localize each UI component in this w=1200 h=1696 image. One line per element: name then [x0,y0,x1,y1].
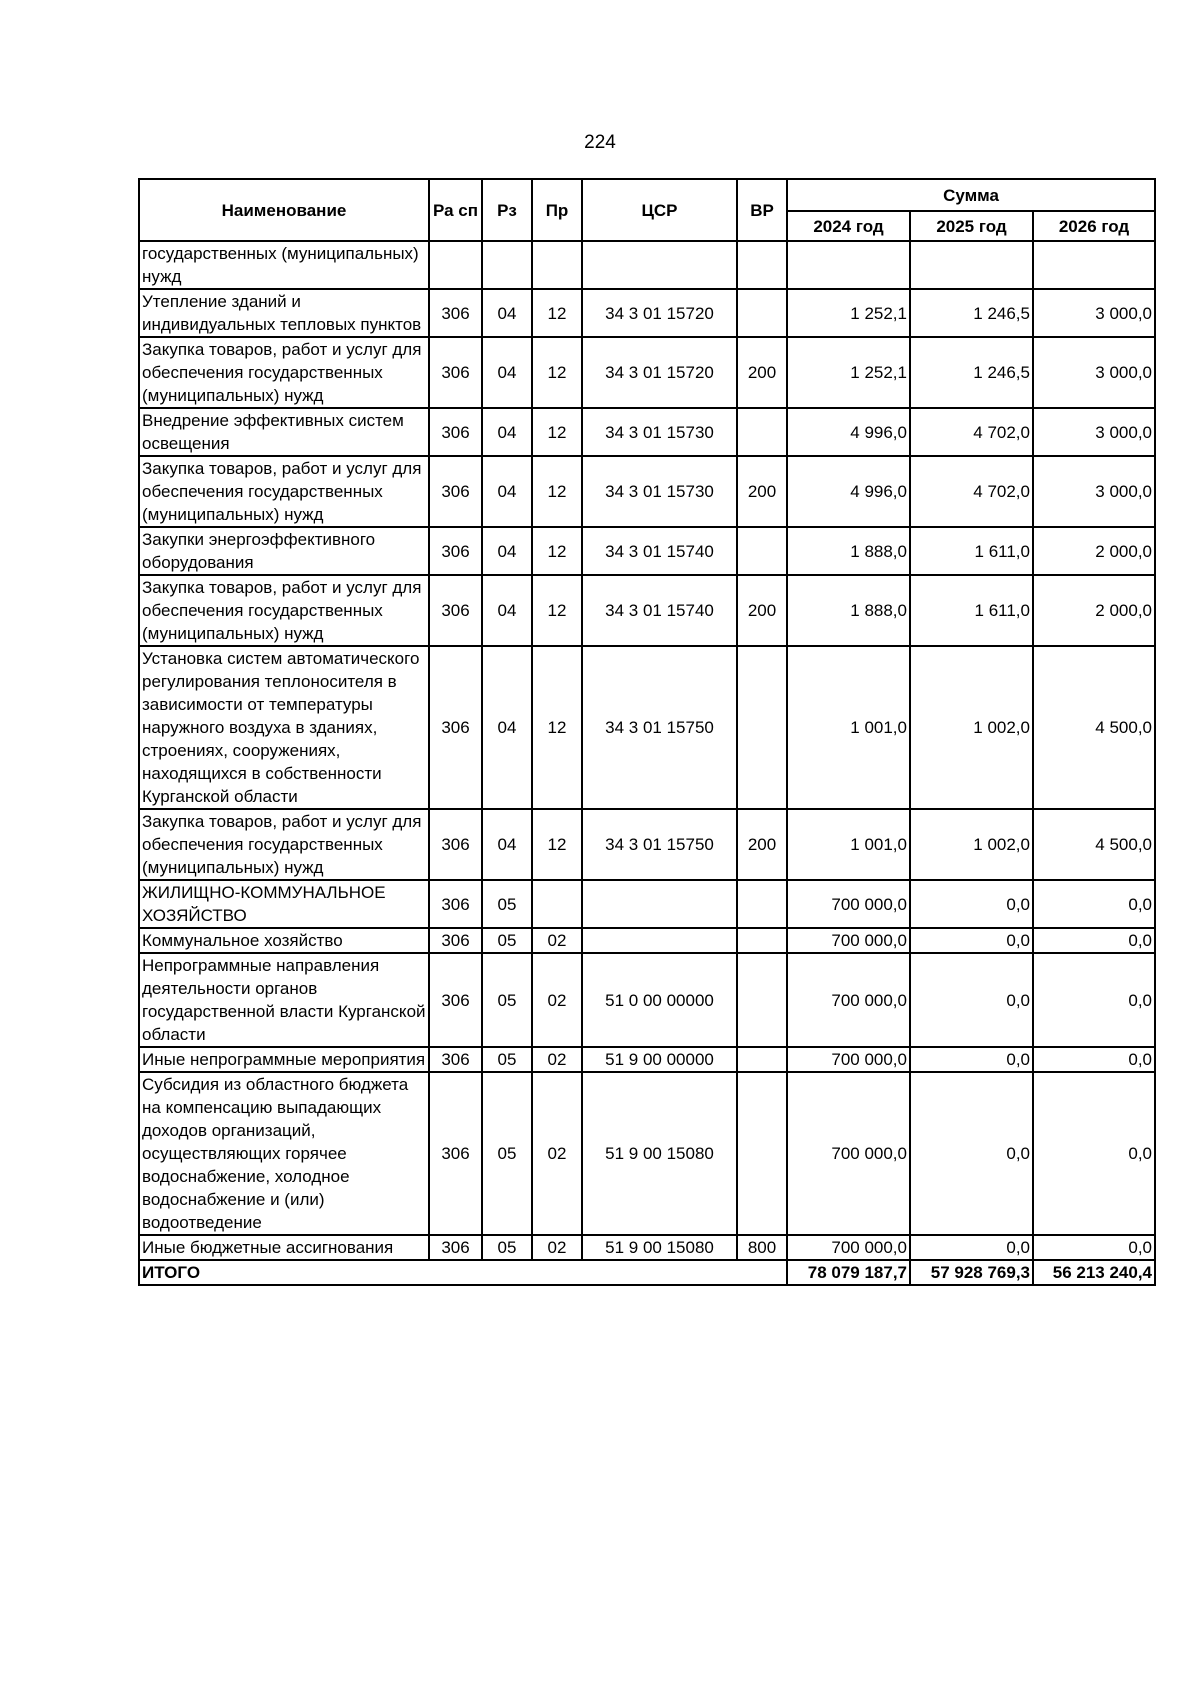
row-csr: 34 3 01 15740 [582,527,737,575]
row-pr: 02 [532,928,582,953]
row-rz: 04 [482,527,532,575]
table-row [139,1235,1155,1260]
header-name: Наименование [139,179,429,241]
row-pr: 12 [532,809,582,880]
row-vr [737,289,787,337]
row-rasp: 306 [429,575,482,646]
row-pr: 12 [532,527,582,575]
row-name: ЖИЛИЩНО-КОММУНАЛЬНОЕ ХОЗЯЙСТВО [139,880,429,928]
row-name: Закупки энергоэффективного оборудования [139,527,429,575]
row-rz: 05 [482,1047,532,1072]
row-sum-2025: 0,0 [910,953,1033,1047]
row-sum-2024: 1 001,0 [787,646,910,809]
page-number: 224 [584,132,616,153]
row-sum-2024: 700 000,0 [787,953,910,1047]
table-row [139,456,1155,527]
total-2025: 57 928 769,3 [910,1260,1033,1285]
row-sum-2024: 4 996,0 [787,456,910,527]
row-sum-2026: 4 500,0 [1033,646,1155,809]
row-sum-2025: 1 002,0 [910,809,1033,880]
row-name: Внедрение эффективных систем освещения [139,408,429,456]
row-sum-2026: 0,0 [1033,928,1155,953]
row-rasp: 306 [429,337,482,408]
table-row [139,953,1155,1047]
header-2026: 2026 год [1033,211,1155,241]
row-vr [737,1047,787,1072]
row-rasp: 306 [429,953,482,1047]
row-pr: 02 [532,1235,582,1260]
row-sum-2025: 1 246,5 [910,289,1033,337]
row-sum-2025: 4 702,0 [910,456,1033,527]
row-rz: 05 [482,880,532,928]
header-rasp: Ра сп [429,179,482,241]
row-pr: 02 [532,1072,582,1235]
row-sum-2024: 1 001,0 [787,809,910,880]
row-csr: 34 3 01 15750 [582,809,737,880]
table-row [139,241,1155,289]
table-row [139,289,1155,337]
row-sum-2025: 1 246,5 [910,337,1033,408]
row-sum-2025: 1 611,0 [910,527,1033,575]
row-csr: 34 3 01 15750 [582,646,737,809]
row-vr [737,928,787,953]
row-rasp [429,241,482,289]
header-vr: ВР [737,179,787,241]
row-csr: 51 9 00 15080 [582,1072,737,1235]
budget-table [138,178,1156,1286]
row-sum-2025: 0,0 [910,1047,1033,1072]
row-sum-2026: 0,0 [1033,880,1155,928]
row-pr [532,880,582,928]
row-rasp: 306 [429,880,482,928]
table-row [139,646,1155,809]
row-sum-2026: 4 500,0 [1033,809,1155,880]
row-name: Закупка товаров, работ и услуг для обеспечения государственных (муниципальных) нужд [139,456,429,527]
row-sum-2025: 1 002,0 [910,646,1033,809]
row-csr: 34 3 01 15730 [582,456,737,527]
row-sum-2025: 4 702,0 [910,408,1033,456]
row-sum-2024: 4 996,0 [787,408,910,456]
header-sum: Сумма [787,179,1155,211]
row-sum-2025: 1 611,0 [910,575,1033,646]
row-sum-2024: 700 000,0 [787,928,910,953]
row-vr [737,408,787,456]
row-vr: 200 [737,337,787,408]
row-pr: 12 [532,408,582,456]
row-name: Иные непрограммные мероприятия [139,1047,429,1072]
row-pr: 12 [532,456,582,527]
row-sum-2025: 0,0 [910,880,1033,928]
row-csr: 51 0 00 00000 [582,953,737,1047]
row-vr [737,527,787,575]
row-rz: 04 [482,575,532,646]
table-row [139,1047,1155,1072]
row-vr [737,646,787,809]
row-sum-2024: 1 252,1 [787,289,910,337]
row-pr [532,241,582,289]
row-sum-2026 [1033,241,1155,289]
row-sum-2025 [910,241,1033,289]
row-rz: 05 [482,928,532,953]
total-2026: 56 213 240,4 [1033,1260,1155,1285]
row-rasp: 306 [429,809,482,880]
row-rz [482,241,532,289]
row-vr: 200 [737,809,787,880]
row-name: Закупка товаров, работ и услуг для обеспечения государственных (муниципальных) нужд [139,575,429,646]
row-sum-2025: 0,0 [910,1235,1033,1260]
row-rz: 05 [482,1072,532,1235]
row-sum-2024: 700 000,0 [787,1047,910,1072]
row-vr [737,880,787,928]
row-rz: 04 [482,408,532,456]
row-name: государственных (муниципальных) нужд [139,241,429,289]
row-sum-2026: 3 000,0 [1033,408,1155,456]
header-rz: Рз [482,179,532,241]
row-sum-2026: 2 000,0 [1033,575,1155,646]
table-row [139,809,1155,880]
row-rz: 05 [482,953,532,1047]
header-2025: 2025 год [910,211,1033,241]
row-name: Утепление зданий и индивидуальных тепловых пунктов [139,289,429,337]
row-rasp: 306 [429,1235,482,1260]
row-pr: 12 [532,337,582,408]
row-rasp: 306 [429,527,482,575]
row-name: Закупка товаров, работ и услуг для обеспечения государственных (муниципальных) нужд [139,809,429,880]
row-rz: 04 [482,456,532,527]
row-name: Субсидия из областного бюджета на компенсацию выпадающих доходов организаций, осуществляющих горячее водоснабжение, холодное водоснабжение и (или) водоотведение [139,1072,429,1235]
row-sum-2026: 3 000,0 [1033,456,1155,527]
table-row [139,337,1155,408]
row-pr: 02 [532,1047,582,1072]
table-row [139,527,1155,575]
table-row [139,575,1155,646]
row-sum-2024: 1 888,0 [787,527,910,575]
row-rz: 04 [482,809,532,880]
header-csr: ЦСР [582,179,737,241]
row-sum-2024: 700 000,0 [787,880,910,928]
row-rz: 04 [482,646,532,809]
table-row [139,880,1155,928]
row-csr: 51 9 00 15080 [582,1235,737,1260]
table-row [139,1072,1155,1235]
row-rz: 04 [482,337,532,408]
row-rz: 04 [482,289,532,337]
row-vr [737,241,787,289]
row-rasp: 306 [429,646,482,809]
row-vr: 800 [737,1235,787,1260]
row-vr [737,953,787,1047]
row-rasp: 306 [429,1047,482,1072]
row-name: Закупка товаров, работ и услуг для обеспечения государственных (муниципальных) нужд [139,337,429,408]
row-rasp: 306 [429,289,482,337]
row-name: Установка систем автоматического регулирования теплоносителя в зависимости от температуры наружного воздуха в зданиях, строениях, сооружениях, находящихся в собственности Курганской области [139,646,429,809]
row-sum-2024: 1 252,1 [787,337,910,408]
row-csr: 34 3 01 15720 [582,337,737,408]
row-rasp: 306 [429,928,482,953]
row-sum-2024: 1 888,0 [787,575,910,646]
total-row [139,1260,1155,1285]
row-name: Иные бюджетные ассигнования [139,1235,429,1260]
row-vr: 200 [737,456,787,527]
row-csr [582,241,737,289]
row-sum-2024: 700 000,0 [787,1235,910,1260]
row-pr: 12 [532,289,582,337]
row-sum-2026: 0,0 [1033,1235,1155,1260]
row-csr: 34 3 01 15730 [582,408,737,456]
row-pr: 12 [532,646,582,809]
row-sum-2026: 0,0 [1033,1047,1155,1072]
row-sum-2026: 3 000,0 [1033,337,1155,408]
table-row [139,408,1155,456]
row-pr: 02 [532,953,582,1047]
row-pr: 12 [532,575,582,646]
row-rasp: 306 [429,1072,482,1235]
header-2024: 2024 год [787,211,910,241]
row-name: Непрограммные направления деятельности органов государственной власти Курганской области [139,953,429,1047]
row-rasp: 306 [429,408,482,456]
row-sum-2026: 3 000,0 [1033,289,1155,337]
row-rz: 05 [482,1235,532,1260]
header-pr: Пр [532,179,582,241]
row-sum-2024 [787,241,910,289]
row-vr: 200 [737,575,787,646]
row-rasp: 306 [429,456,482,527]
row-csr [582,928,737,953]
row-sum-2025: 0,0 [910,928,1033,953]
row-vr [737,1072,787,1235]
row-sum-2024: 700 000,0 [787,1072,910,1235]
row-csr [582,880,737,928]
total-label: ИТОГО [139,1260,787,1285]
row-sum-2025: 0,0 [910,1072,1033,1235]
row-csr: 34 3 01 15740 [582,575,737,646]
row-csr: 51 9 00 00000 [582,1047,737,1072]
table-row [139,928,1155,953]
total-2024: 78 079 187,7 [787,1260,910,1285]
row-name: Коммунальное хозяйство [139,928,429,953]
row-csr: 34 3 01 15720 [582,289,737,337]
row-sum-2026: 0,0 [1033,953,1155,1047]
row-sum-2026: 0,0 [1033,1072,1155,1235]
row-sum-2026: 2 000,0 [1033,527,1155,575]
